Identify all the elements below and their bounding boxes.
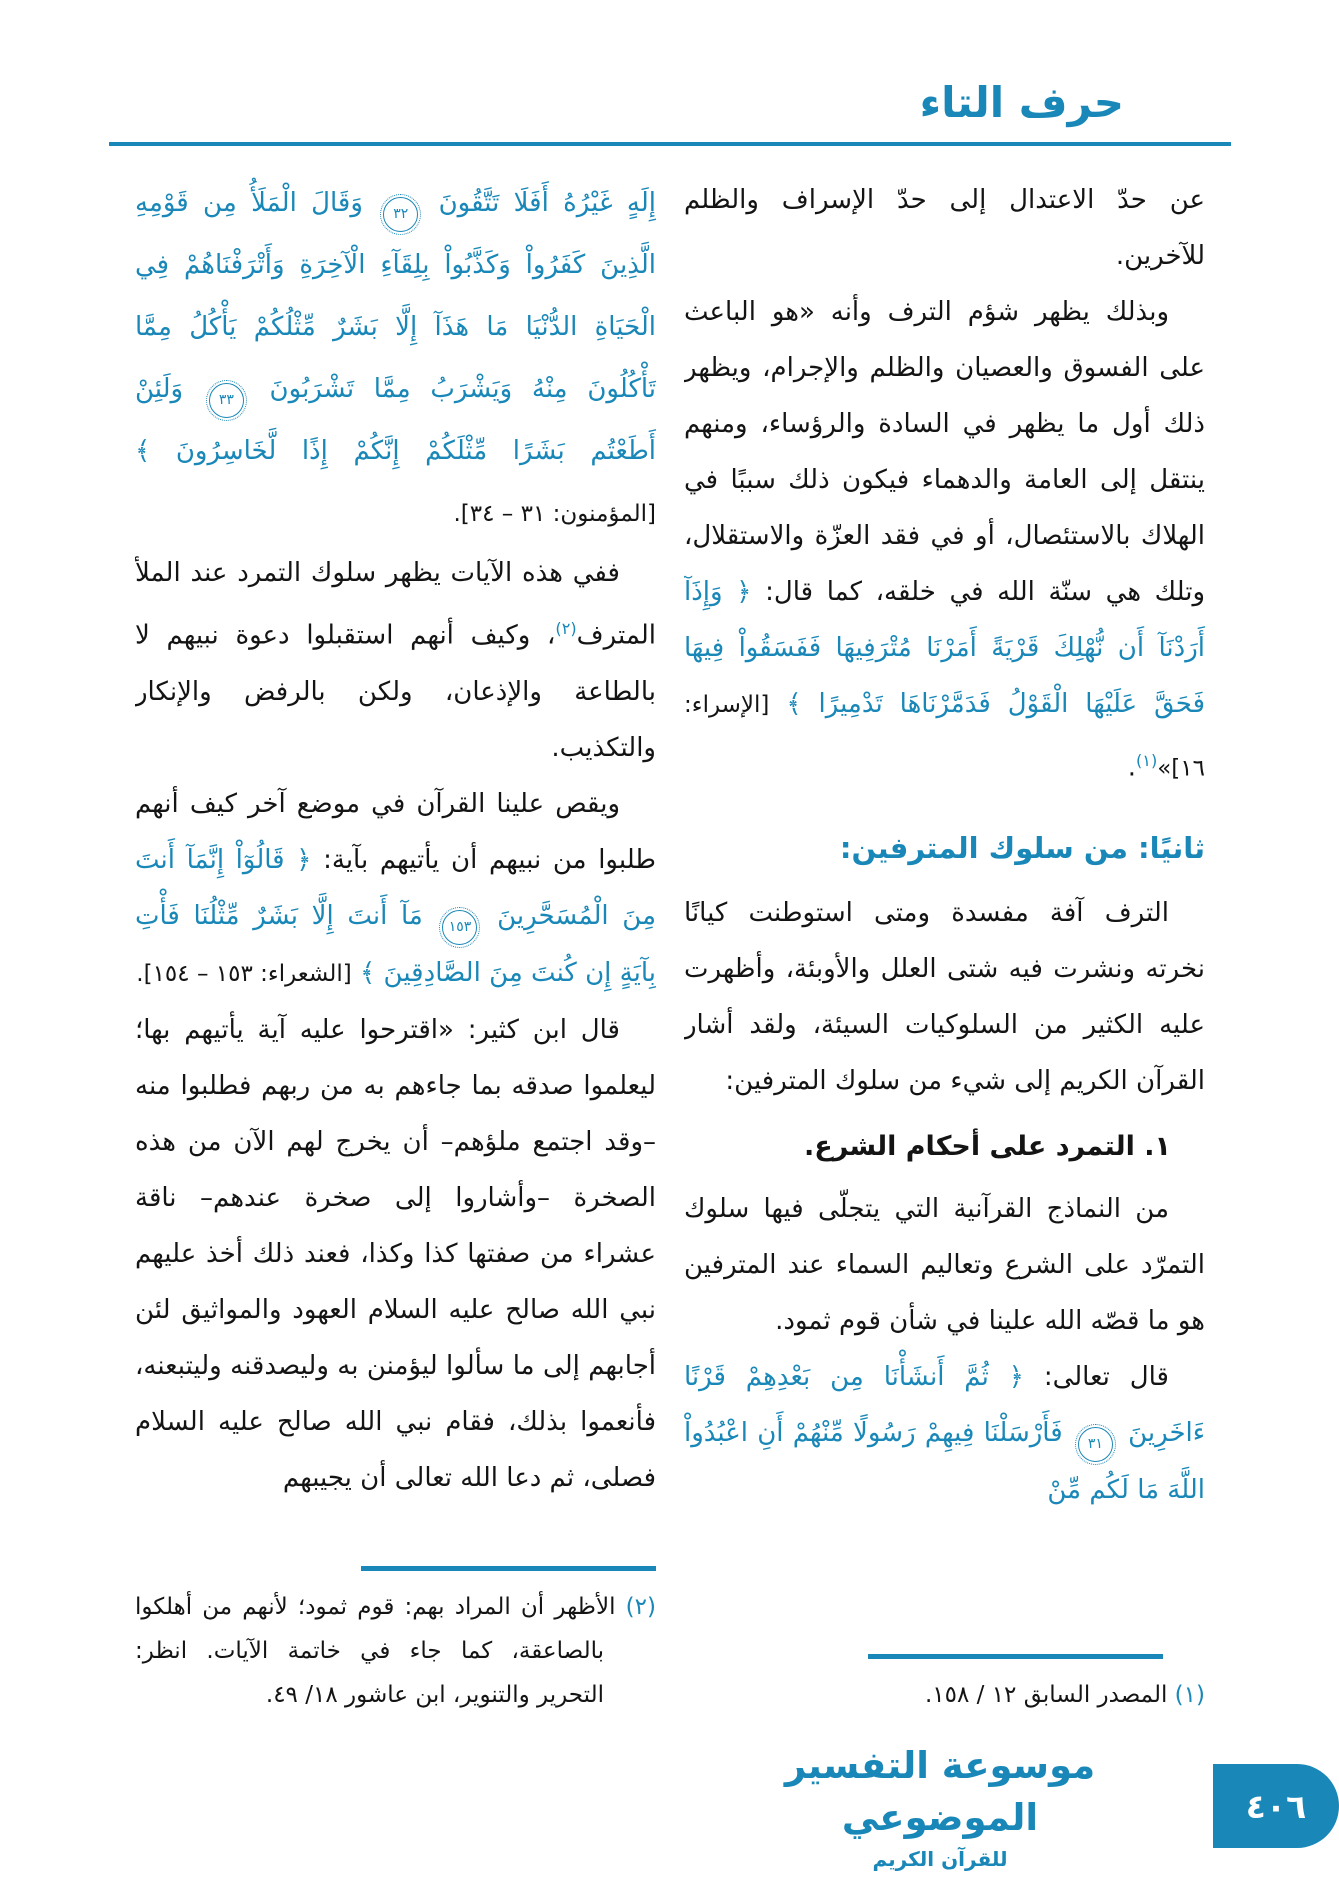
ayah-number-marker: ٣١ — [1078, 1427, 1113, 1462]
paragraph — [135, 545, 656, 776]
text-segment: ﴿ ثُمَّ أَنشَأْنَا مِن بَعْدِهِمْ قَرْنًا ءَاخَرِينَ — [684, 1362, 1205, 1449]
text-segment: . — [1127, 753, 1136, 784]
footnote-separator — [361, 1566, 656, 1571]
left-column-content — [135, 172, 656, 1542]
text-segment: ﴿ وَإِذَآ أَرَدْنَآ أَن نُّهْلِكَ قَرْيَةً أَمَرْنَا مُتْرَفِيهَا فَفَسَقُواْ فِيهَا فَحَقَّ عَلَيْهَا الْقَوْلُ فَدَمَّرْنَاهَا تَدْمِيرًا ﴾ — [684, 577, 1205, 720]
right-column — [684, 172, 1205, 1717]
logo-title: موسوعة التفسير الموضوعي — [784, 1744, 1096, 1839]
text-segment: الأظهر أن المراد بهم: قوم ثمود؛ لأنهم من أهلكوا بالصاعقة، كما جاء في خاتمة الآيات. انظر: التحرير والتنوير، ابن عاشور ١٨/ ٤٩. — [135, 1594, 616, 1709]
ayah-number-marker: ١٥٣ — [442, 910, 477, 945]
text-segment: [الإسراء: ١٦]» — [684, 692, 1205, 783]
section-letter-heading: حرف التاء — [919, 78, 1124, 127]
text-segment: [الشعراء: ١٥٣ – ١٥٤]. — [136, 960, 352, 987]
text-segment: ففي هذه الآيات يظهر سلوك التمرد عند الملأ المترف — [135, 558, 656, 652]
ayah-number-marker: ٣٣ — [209, 383, 244, 418]
page-header — [0, 0, 1339, 146]
text-segment: فَأَرْسَلْنَا فِيهِمْ رَسُولًا مِّنْهُمْ أَنِ اعْبُدُواْ اللَّهَ مَا لَكُم مِّنْ — [684, 1418, 1205, 1505]
paragraph: قال ابن كثير: «اقترحوا عليه آية يأتيهم بها؛ ليعلموا صدقه بما جاءهم به من ربهم فطلبوا منه –وقد اجتمع ملؤهم– أن يخرج لهم الآن من هذه الصخرة –وأشاروا إلى صخرة عندهم– ناقة عشراء من صفتها كذا وكذا، فعند ذلك أخذ عليهم نبي الله صالح عليه السلام العهود والمواثيق لئن أجابهم إلى ما سألوا ليؤمنن به وليصدقنه وليتبعنه، فأنعموا بذلك، فقام نبي الله صالح عليه السلام فصلى، ثم دعا الله تعالى أن يجيبهم — [135, 1014, 656, 1493]
publisher-logo — [760, 1740, 1120, 1874]
text-segment: مَآ أَنتَ إِلَّا بَشَرٌ مِّثْلُنَا فَأْتِ بِآيَةٍ إِن كُنتَ مِنَ الصَّادِقِينَ ﴾ — [135, 901, 656, 988]
text-segment: ﴿ قَالُوٓاْ إِنَّمَآ أَنتَ مِنَ الْمُسَحَّرِينَ — [135, 845, 656, 932]
text-segment: [المؤمنون: ٣١ – ٣٤]. — [453, 501, 656, 528]
text-segment: (١) — [1135, 751, 1158, 771]
footnote-area — [135, 1560, 656, 1717]
paragraph: عن حدّ الاعتدال إلى حدّ الإسراف والظلم للآخرين. — [684, 185, 1205, 272]
numbered-subheading: ١. التمرد على أحكام الشرع. — [804, 1131, 1171, 1163]
footnote — [684, 1673, 1205, 1717]
left-column — [135, 172, 656, 1717]
text-segment: قال تعالى: — [1023, 1362, 1169, 1393]
paragraph-with-verse — [684, 284, 1205, 797]
quran-verse-block — [135, 172, 656, 545]
text-segment: وَلَئِنْ أَطَعْتُم بَشَرًا مِّثْلَكُمْ إِنَّكُمْ إِذًا لَّخَاسِرُونَ ﴾ — [135, 374, 656, 467]
logo-subtitle: للقرآن الكريم — [872, 1847, 1008, 1871]
text-segment: ويقص علينا القرآن في موضع آخر كيف أنهم طلبوا من نبيهم أن يأتيهم بآية: — [135, 789, 656, 876]
paragraph-with-verse — [135, 776, 656, 1002]
footnote — [135, 1585, 656, 1717]
text-segment: المصدر السابق ١٢ / ١٥٨. — [924, 1682, 1168, 1709]
right-column-content — [684, 172, 1205, 1624]
paragraph-with-verse — [684, 1349, 1205, 1518]
text-segment: إِلَهٍ غَيْرُهُ أَفَلَا تَتَّقُونَ — [424, 188, 656, 219]
text-segment: ، وكيف أنهم استقبلوا دعوة نبيهم لا بالطاعة والإذعان، ولكن بالرفض والإنكار والتكذيب. — [135, 621, 656, 764]
text-segment: (٢) — [555, 619, 577, 639]
header-rule — [109, 142, 1231, 146]
section-heading: ثانيًا: من سلوك المترفين: — [839, 831, 1205, 866]
text-segment: وبذلك يظهر شؤم الترف وأنه «هو الباعث على الفسوق والعصيان والظلم والإجرام، ويظهر ذلك أول ما يظهر في السادة والرؤساء، ومنهم ينتقل إلى العامة والدهماء فيكون ذلك سببًا في الهلاك بالاستئصال، أو في فقد العزّة والاستقلال، وتلك هي سنّة الله في خلقه، كما قال: — [684, 297, 1205, 608]
text-segment: (١) — [1167, 1682, 1205, 1709]
paragraph: من النماذج القرآنية التي يتجلّى فيها سلوك التمرّد على الشرع وتعاليم السماء عند المترفين هو ما قصّه الله علينا في شأن قوم ثمود. — [684, 1194, 1205, 1337]
two-column-text — [135, 172, 1205, 1717]
text-segment: (٢) — [615, 1594, 656, 1621]
paragraph: الترف آفة مفسدة ومتى استوطنت كيانًا نخرته ونشرت فيه شتى العلل والأوبئة، وأظهرت عليه الكثير من السلوكيات السيئة، ولقد أشار القرآن الكريم إلى شيء من سلوك المترفين: — [684, 898, 1205, 1097]
page-number: ٤٠٦ — [1245, 1786, 1307, 1826]
footnote-area — [684, 1648, 1205, 1717]
text-segment: وَقَالَ الْمَلَأُ مِن قَوْمِهِ الَّذِينَ كَفَرُواْ وَكَذَّبُواْ بِلِقَآءِ الْآخِرَةِ وَأَتْرَفْنَاهُمْ فِي الْحَيَاةِ الدُّنْيَا مَا هَذَآ إِلَّا بَشَرٌ مِّثْلُكُمْ يَأْكُلُ مِمَّا تَأْكُلُونَ مِنْهُ وَيَشْرَبُ مِمَّا تَشْرَبُونَ — [135, 188, 656, 405]
footnote-separator — [868, 1654, 1163, 1659]
page-number-badge — [1213, 1764, 1339, 1848]
ayah-number-marker: ٣٢ — [383, 197, 418, 232]
